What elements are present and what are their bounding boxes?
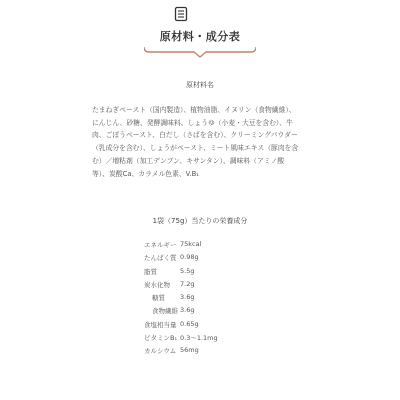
page-title: 原材料・成分表: [159, 30, 241, 43]
nutrition-value: 0.65g: [180, 319, 199, 328]
ingredients-line: （乳成分を含む）、しょうがペースト、ミート風味エキス（豚肉を含: [92, 144, 299, 153]
nutrition-title: 1袋（75g）当たりの栄養成分: [152, 217, 248, 225]
nutrition-value: 0.3〜1.1mg: [180, 334, 218, 343]
nutrition-row-sugar: [144, 293, 284, 306]
nutrition-value: 56mg: [180, 346, 199, 355]
nutrition-label: 食物繊維: [152, 307, 178, 316]
ingredients-text: [92, 104, 314, 180]
nutrition-value: 3.6g: [180, 293, 195, 302]
nutrition-row-carbohydrate: [144, 280, 284, 293]
nutrition-label: カルシウム: [144, 347, 177, 356]
nutrition-value: 5.5g: [180, 266, 195, 275]
nutrition-row-calcium: [144, 346, 284, 359]
nutrition-value: 75kcal: [180, 240, 202, 248]
nutrition-row-salt: [144, 320, 284, 333]
nutrition-label: 食塩相当量: [144, 320, 177, 329]
ingredients-line: む）／増粘剤（加工デンプン、キサンタン）、調味料（アミノ酸: [92, 156, 285, 165]
ingredients-line: にんじん、砂糖、発酵調味料、しょうゆ（小麦・大豆を含む）、牛: [92, 118, 293, 127]
nutrition-label: エネルギー: [144, 241, 177, 249]
ingredients-title: 原材料名: [186, 81, 214, 89]
nutrition-value: 0.98g: [180, 253, 199, 262]
nutrition-label: ビタミンB₁: [144, 334, 178, 343]
nutrition-label: たんぱく質: [144, 254, 177, 263]
nutrition-value: 3.6g: [180, 306, 195, 315]
nutrition-label: 脂質: [144, 267, 157, 276]
list-document-icon: [174, 6, 188, 22]
title-underline: [144, 45, 256, 59]
nutrition-label: 糖質: [152, 294, 165, 303]
ingredients-line: 肉、ごぼうペースト、白だし（さばを含む）、クリーミングパウダー: [92, 131, 298, 140]
nutrition-row-energy: [144, 240, 284, 253]
nutrition-row-fiber: [144, 306, 284, 319]
nutrition-table: [144, 240, 284, 360]
nutrition-label: 炭水化物: [144, 280, 170, 289]
nutrition-row-fat: [144, 267, 284, 280]
nutrition-row-vitamin-b1: [144, 333, 284, 346]
ingredients-line: たまねぎペースト（国内製造）、植物油脂、イヌリン（食物繊維）、: [92, 106, 296, 114]
nutrition-row-protein: [144, 253, 284, 266]
ingredients-line: 等）、炭酸Ca、カラメル色素、V.B₁: [92, 169, 199, 178]
nutrition-value: 7.2g: [180, 279, 195, 288]
